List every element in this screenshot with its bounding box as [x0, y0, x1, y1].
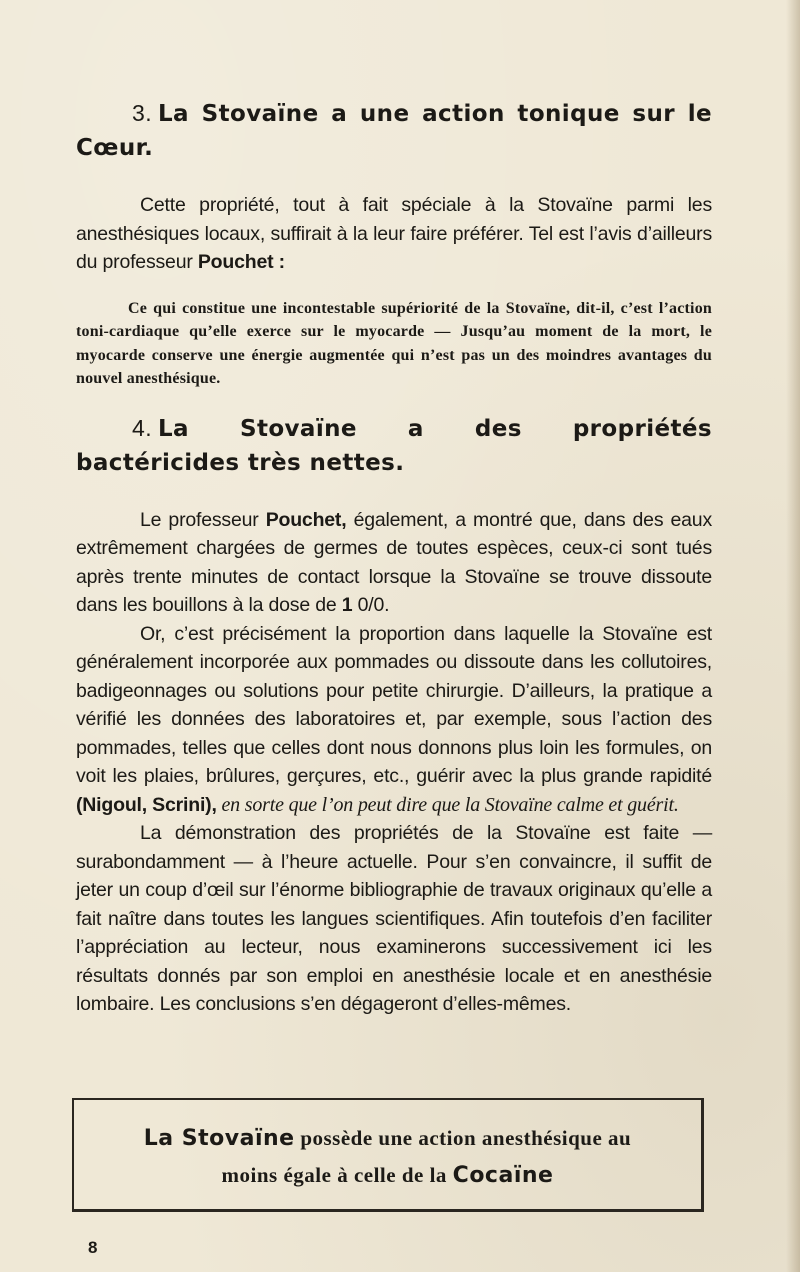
section-3-heading [76, 96, 712, 165]
section-3-title: La Stovaïne a une action tonique sur le Cœur. [76, 101, 712, 161]
author-pouchet-2: Pouchet, [265, 508, 347, 531]
section-3-intro [76, 191, 712, 277]
callout-text-1: possède une action anesthésique au [294, 1126, 632, 1150]
section-3-intro-colon: : [273, 251, 285, 273]
brand-stovaine: La Stovaïne [143, 1126, 295, 1151]
p2-italic-conclusion: en sorte que l’on peut dire que la Stovaïne calme et guérit. [216, 793, 679, 816]
page-edge-shadow [786, 0, 800, 1272]
author-pouchet: Pouchet [197, 251, 274, 273]
page-number: 8 [88, 1238, 98, 1257]
p2-text: Or, c’est précisément la proportion dans laquelle la Stovaïne est généralement incorporée aux pommades ou dissoute dans les collutoires, badigeonnages ou solutions pour petite chirurgie. D’ailleurs, la pratique a vérifié les données des laboratoires et, par exemple, sous l’action des pommades, telles que celles dont nous donnons plus loin les formules, on voit les plaies, brûlures, gerçures, etc., guérir avec la plus grande rapidité [76, 622, 712, 787]
section-4-paragraph-2 [76, 620, 712, 820]
pouchet-quote: Ce qui constitue une incontestable supériorité de la Stovaïne, dit-il, c’est l’action toni-cardiaque qu’elle exerce sur le myocarde — Jusqu’au moment de la mort, le myocarde conserve une énergie augmentée qui n’est pas un des moindres avantages du nouvel anesthésique. [76, 299, 712, 387]
callout-line-2 [74, 1159, 701, 1192]
authors-nigoul-scrini: (Nigoul, Scrini), [76, 793, 217, 816]
section-3-number: 3. [132, 100, 152, 126]
callout-box [72, 1098, 704, 1212]
callout-line-1 [74, 1122, 701, 1155]
dose-value: 1 [341, 594, 353, 616]
section-4-paragraph-3: La démonstration des propriétés de la Stovaïne est faite — surabondamment — à l’heure actuelle. Pour s’en convaincre, il suffit de jeter un coup d’œil sur l’énorme bibliographie de travaux originaux qu’elle a fait naître dans toutes les langues scientifiques. Afin toutefois d’en faciliter l’appréciation au lecteur, nous examinerons successivement ici les résultats donnés par son emploi en anesthésie locale et en anesthésie lombaire. Les conclusions s’en dégageront d’elles-mêmes. [76, 822, 712, 1015]
page-content [76, 96, 712, 1019]
section-4-heading [76, 411, 712, 480]
section-4-paragraph-1 [76, 506, 712, 620]
section-4-number: 4. [132, 414, 152, 441]
brand-cocaine: Cocaïne [452, 1163, 554, 1188]
section-4-title: La Stovaïne a des propriétés bactéricides très nettes. [76, 415, 712, 476]
callout-text-2: moins égale à celle de la [221, 1163, 453, 1187]
section-3-intro-text: Cette propriété, tout à fait spéciale à la Stovaïne parmi les anesthésiques locaux, suffirait à la leur faire préférer. Tel est l’avis d’ailleurs du professeur [76, 194, 712, 273]
dose-unit: 0/0. [352, 594, 390, 616]
p1-text-a: Le professeur [140, 508, 266, 531]
p1-text-b: également, a montré que, dans des eaux extrêmement chargées de germes de toutes espèces, ceux-ci sont tués après trente minutes de contact lorsque la Stovaïne se trouve dissoute dans les bouillons à la dose de [76, 508, 712, 616]
